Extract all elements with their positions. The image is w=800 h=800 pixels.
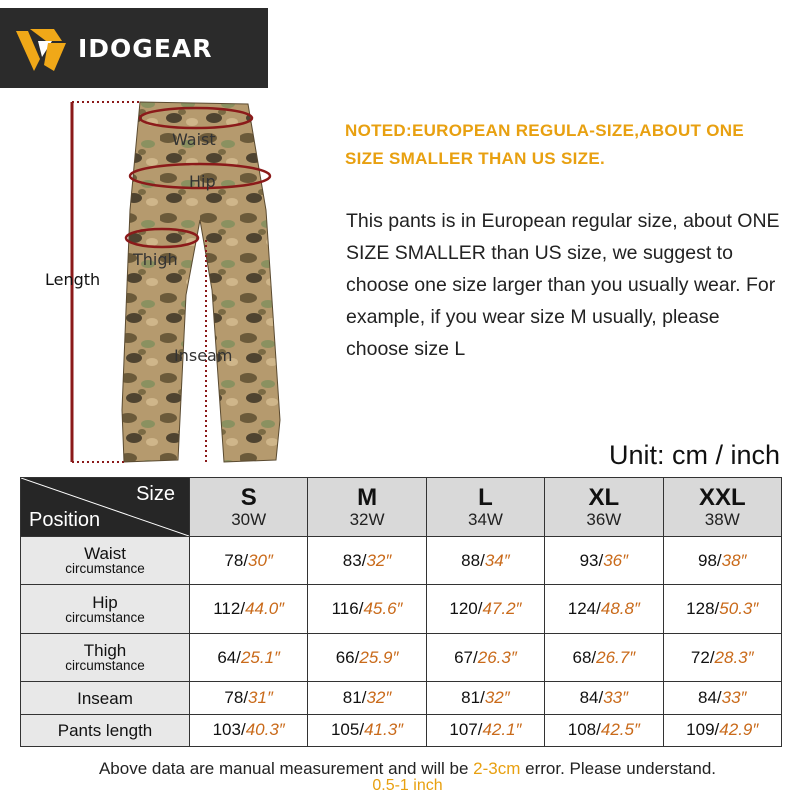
size-notice-body: This pants is in European regular size, about ONE SIZE SMALLER than US size, we suggest to choose one size larger than you usually wear. For example, if you wear size M usually, please choose size L: [346, 210, 780, 360]
size-header-cell: [663, 478, 781, 537]
value-cm: 120: [449, 599, 478, 619]
value-cell: 66/25.9″: [308, 633, 426, 681]
value-cm: 78: [224, 550, 244, 570]
value-cell: 108/42.5″: [545, 714, 663, 746]
row-label: [21, 714, 190, 746]
inseam-label: Inseam: [174, 346, 233, 365]
value-cm: 72: [690, 647, 710, 667]
value-inch: 26.7″: [596, 647, 636, 667]
value-cell: 72/28.3″: [663, 633, 781, 681]
value-cell: 112/44.0″: [190, 585, 308, 633]
corner-position-label: Position: [29, 509, 101, 531]
value-cm: 98: [697, 550, 717, 570]
value-inch: 26.3″: [477, 647, 517, 667]
disclaimer-before: Above data are manual measurement and will be: [98, 759, 474, 778]
value-cell: 120/47.2″: [426, 585, 544, 633]
size-name: XL: [588, 484, 620, 511]
size-waist: 34W: [467, 510, 503, 529]
disclaimer-after: error. Please understand.: [520, 759, 717, 778]
value-inch: 33″: [603, 688, 629, 707]
row-label-sub: circumstance: [65, 658, 145, 674]
value-cm: 128: [686, 599, 715, 619]
unit-label: Unit: cm / inch: [608, 440, 780, 470]
value-cm: 103: [212, 720, 241, 740]
value-inch: 38″: [721, 550, 747, 570]
size-header-cell: [545, 478, 663, 537]
idogear-logo-icon: [12, 19, 70, 77]
disclaimer-error-cm: 2-3cm: [473, 759, 521, 778]
value-cell: 68/26.7″: [545, 633, 663, 681]
row-label-main: Inseam: [77, 688, 133, 708]
value-cell: 107/42.1″: [426, 714, 544, 746]
size-header-cell: [190, 478, 308, 537]
value-inch: 25.1″: [240, 647, 281, 667]
table-corner: [21, 478, 190, 537]
value-cell: 81/32″: [308, 682, 426, 714]
value-cm: 64: [217, 647, 237, 667]
value-cell: 116/45.6″: [308, 585, 426, 633]
size-name: L: [478, 484, 493, 511]
value-inch: 32″: [484, 688, 510, 707]
value-cell: 105/41.3″: [308, 714, 426, 746]
size-waist: 30W: [231, 510, 267, 529]
value-cm: 83: [342, 550, 362, 570]
hip-label: Hip: [189, 172, 216, 191]
value-cm: 66: [335, 647, 355, 667]
disclaimer-error-inch: 0.5-1 inch: [372, 777, 443, 794]
waist-label: Waist: [172, 130, 216, 149]
row-label-sub: circumstance: [65, 609, 145, 625]
value-cell: 81/32″: [426, 682, 544, 714]
size-notice-heading: NOTED:EUROPEAN REGULA-SIZE,ABOUT ONE SIZE SMALLER THAN US SIZE.: [345, 121, 744, 168]
row-label: [21, 537, 190, 585]
value-cell: 64/25.1″: [190, 633, 308, 681]
table-row: [21, 714, 782, 746]
value-inch: 30″: [248, 550, 273, 570]
size-chart-table: [20, 477, 782, 747]
value-cm: 81: [342, 688, 362, 707]
value-inch: 50.3″: [719, 599, 759, 619]
value-inch: 42.1″: [482, 720, 522, 740]
corner-size-label: Size: [136, 483, 175, 505]
size-name: M: [357, 484, 378, 511]
value-cell: 78/31″: [190, 682, 308, 714]
table-row: [21, 633, 782, 681]
row-label-main: Waist: [84, 544, 126, 564]
length-label: Length: [45, 270, 101, 289]
value-inch: 34″: [484, 550, 510, 570]
value-cm: 107: [449, 720, 478, 740]
value-cm: 124: [567, 599, 597, 619]
value-cm: 84: [579, 688, 599, 707]
size-name: S: [240, 484, 257, 511]
size-waist: 32W: [349, 510, 385, 529]
value-cm: 78: [224, 688, 244, 707]
size-name: XXL: [698, 484, 746, 511]
value-cell: 84/33″: [545, 682, 663, 714]
value-inch: 33″: [721, 688, 747, 707]
row-label: [21, 682, 190, 714]
value-cm: 109: [686, 720, 715, 740]
value-cm: 112: [213, 599, 241, 619]
brand-name: IDOGEAR: [78, 33, 213, 63]
value-cm: 88: [461, 550, 481, 570]
value-cm: 84: [697, 688, 717, 707]
value-inch: 36″: [603, 550, 629, 570]
value-cm: 68: [572, 647, 592, 667]
row-label: [21, 633, 190, 681]
measurement-disclaimer: [0, 760, 800, 777]
value-inch: 42.5″: [600, 720, 640, 740]
table-row: [21, 537, 782, 585]
size-waist: 36W: [586, 510, 622, 529]
value-cm: 108: [567, 720, 597, 740]
row-label: [21, 585, 190, 633]
value-cell: 124/48.8″: [545, 585, 663, 633]
value-cell: 67/26.3″: [426, 633, 544, 681]
value-cell: 93/36″: [545, 537, 663, 585]
value-inch: 45.6″: [363, 599, 403, 619]
value-inch: 40.3″: [245, 720, 285, 740]
row-label-sub: circumstance: [65, 561, 145, 577]
value-inch: 32″: [366, 688, 392, 707]
size-waist: 38W: [704, 510, 740, 529]
value-inch: 31″: [248, 688, 273, 707]
value-cm: 67: [454, 647, 474, 667]
value-inch: 48.8″: [600, 599, 640, 619]
thigh-label: Thigh: [133, 250, 178, 269]
value-cm: 105: [330, 720, 360, 740]
value-cell: 103/40.3″: [190, 714, 308, 746]
pants-measurement-diagram: [0, 90, 340, 470]
value-cell: 109/42.9″: [663, 714, 781, 746]
value-inch: 41.3″: [364, 720, 404, 740]
value-cm: 93: [579, 550, 599, 570]
value-cell: 98/38″: [663, 537, 781, 585]
size-header-row: [21, 478, 782, 537]
value-inch: 44.0″: [245, 599, 285, 619]
value-inch: 32″: [366, 550, 392, 570]
value-cm: 116: [331, 599, 359, 619]
table-row: [21, 585, 782, 633]
table-row: [21, 682, 782, 714]
row-label-main: Thigh: [83, 641, 127, 661]
brand-logo: [0, 8, 268, 88]
value-cell: 84/33″: [663, 682, 781, 714]
row-label-main: Hip: [92, 592, 118, 612]
value-cell: 88/34″: [426, 537, 544, 585]
value-cm: 81: [461, 688, 481, 707]
size-header-cell: [426, 478, 544, 537]
value-cell: 83/32″: [308, 537, 426, 585]
size-header-cell: [308, 478, 426, 537]
value-inch: 47.2″: [482, 599, 522, 619]
value-inch: 25.9″: [359, 647, 399, 667]
value-inch: 42.9″: [719, 720, 759, 740]
value-inch: 28.3″: [714, 647, 754, 667]
value-cell: 128/50.3″: [663, 585, 781, 633]
row-label-main: Pants length: [57, 720, 153, 740]
value-cell: 78/30″: [190, 537, 308, 585]
